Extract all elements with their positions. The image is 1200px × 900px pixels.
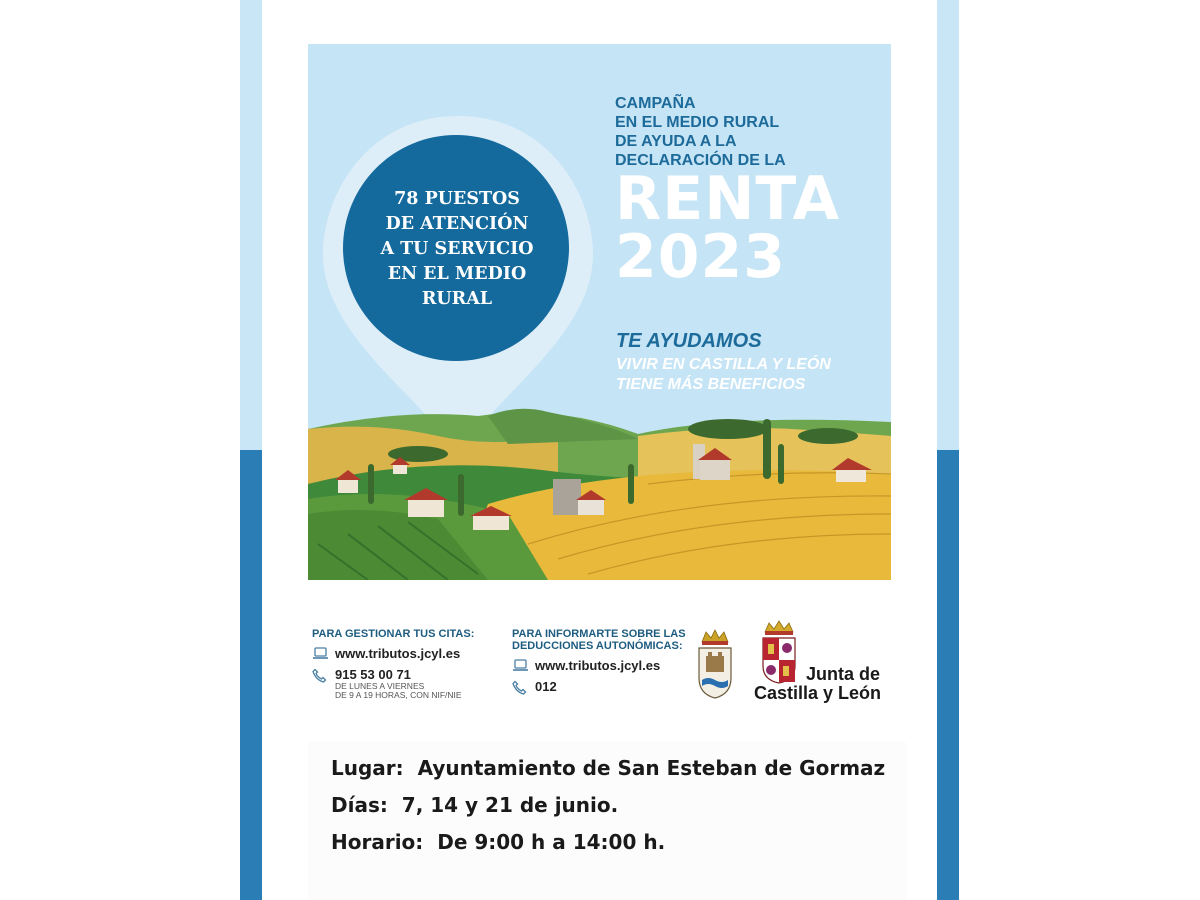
appointments-phone: 915 53 00 71 xyxy=(335,667,411,682)
municipal-crest-icon xyxy=(696,628,734,700)
renta-title: RENTA xyxy=(615,164,841,234)
event-details xyxy=(308,742,906,900)
deductions-web-link[interactable]: www.tributos.jcyl.es xyxy=(535,658,661,673)
deductions-info xyxy=(512,628,692,694)
deductions-phone-row xyxy=(512,679,692,694)
service-points-bubble: 78 PUESTOS DE ATENCIÓN A TU SERVICIO EN EL MEDIO RURAL xyxy=(380,189,534,309)
phone-icon xyxy=(512,680,529,694)
right-side-band xyxy=(937,0,959,900)
appointments-web-link[interactable]: www.tributos.jcyl.es xyxy=(335,646,461,661)
event-days: Días: 7, 14 y 21 de junio. xyxy=(331,793,619,817)
appointments-phone-row xyxy=(312,667,502,682)
appointments-header: PARA GESTIONAR TUS CITAS: xyxy=(312,628,475,640)
event-hours: Horario: De 9:00 h a 14:00 h. xyxy=(331,830,666,854)
junta-logo-text: Junta de Castilla y León xyxy=(754,664,882,703)
campaign-headline: CAMPAÑA EN EL MEDIO RURAL DE AYUDA A LA DECLARACIÓN DE LA xyxy=(615,95,786,169)
deductions-phone: 012 xyxy=(535,679,557,694)
campaign-poster xyxy=(308,44,891,580)
appointments-web-row xyxy=(312,646,502,661)
laptop-icon xyxy=(312,647,329,661)
appointments-info xyxy=(312,628,502,700)
rural-landscape-illustration xyxy=(308,44,891,580)
renta-year: 2023 xyxy=(615,222,786,292)
left-side-band xyxy=(240,0,262,900)
sub-slogan: VIVIR EN CASTILLA Y LEÓN TIENE MÁS BENEFICIOS xyxy=(616,356,831,393)
phone-icon xyxy=(312,668,329,682)
event-place: Lugar: Ayuntamiento de San Esteban de Gormaz xyxy=(331,756,886,780)
laptop-icon xyxy=(512,659,529,673)
slogan: TE AYUDAMOS xyxy=(616,330,762,352)
appointments-hours-note: DE LUNES A VIERNES DE 9 A 19 HORAS, CON NIF/NIE xyxy=(335,681,462,700)
deductions-web-row xyxy=(512,658,692,673)
deductions-header: PARA INFORMARTE SOBRE LAS DEDUCCIONES AUTONÓMICAS: xyxy=(512,628,686,652)
